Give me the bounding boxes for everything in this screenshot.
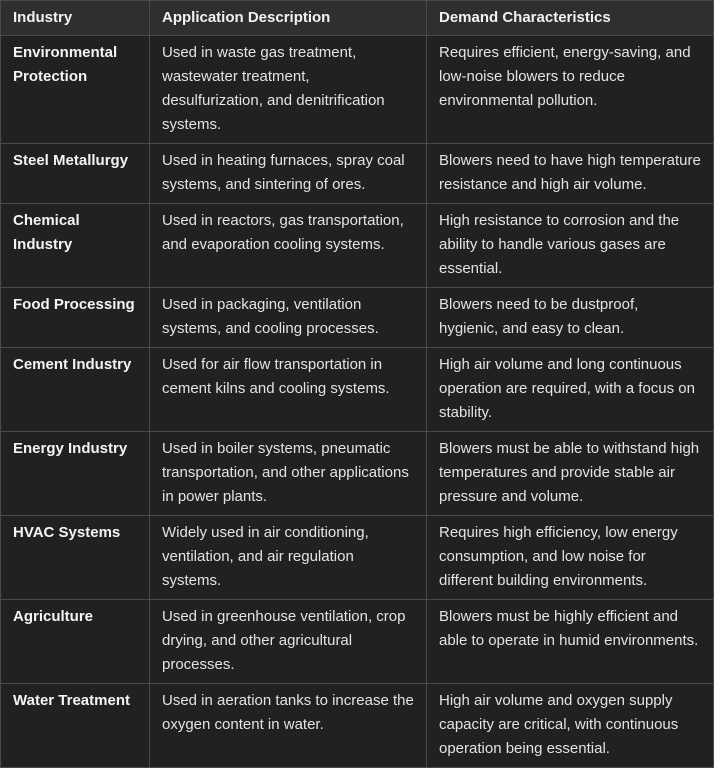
industry-cell: Agriculture: [1, 600, 150, 684]
demand-cell: Blowers must be highly efficient and able to operate in humid environments.: [427, 600, 714, 684]
demand-cell: Requires high efficiency, low energy consumption, and low noise for different building environments.: [427, 516, 714, 600]
industry-cell: Water Treatment: [1, 684, 150, 768]
table-row: [1, 204, 714, 288]
application-cell: Used in waste gas treatment, wastewater treatment, desulfurization, and denitrification systems.: [150, 36, 427, 144]
demand-cell: High resistance to corrosion and the ability to handle various gases are essential.: [427, 204, 714, 288]
application-cell: Used in boiler systems, pneumatic transportation, and other applications in power plants.: [150, 432, 427, 516]
application-cell: Used for air flow transportation in cement kilns and cooling systems.: [150, 348, 427, 432]
industry-cell: Environmental Protection: [1, 36, 150, 144]
application-cell: Used in aeration tanks to increase the oxygen content in water.: [150, 684, 427, 768]
table-row: [1, 600, 714, 684]
application-cell: Used in greenhouse ventilation, crop drying, and other agricultural processes.: [150, 600, 427, 684]
header-row: [1, 1, 714, 36]
demand-cell: Requires efficient, energy-saving, and low-noise blowers to reduce environmental pollution.: [427, 36, 714, 144]
table-row: [1, 432, 714, 516]
table-row: [1, 684, 714, 768]
table-row: [1, 348, 714, 432]
table-header: [1, 1, 714, 36]
demand-cell: High air volume and long continuous operation are required, with a focus on stability.: [427, 348, 714, 432]
table-row: [1, 144, 714, 204]
application-cell: Used in heating furnaces, spray coal systems, and sintering of ores.: [150, 144, 427, 204]
industry-cell: Energy Industry: [1, 432, 150, 516]
table-row: [1, 288, 714, 348]
table-body: [1, 36, 714, 768]
industry-cell: Cement Industry: [1, 348, 150, 432]
demand-cell: Blowers need to have high temperature resistance and high air volume.: [427, 144, 714, 204]
industry-cell: Food Processing: [1, 288, 150, 348]
demand-cell: High air volume and oxygen supply capacity are critical, with continuous operation being essential.: [427, 684, 714, 768]
header-application-description: Application Description: [150, 1, 427, 36]
industry-cell: Steel Metallurgy: [1, 144, 150, 204]
table-row: [1, 516, 714, 600]
demand-cell: Blowers must be able to withstand high temperatures and provide stable air pressure and volume.: [427, 432, 714, 516]
header-demand-characteristics: Demand Characteristics: [427, 1, 714, 36]
table-row: [1, 36, 714, 144]
header-industry: Industry: [1, 1, 150, 36]
demand-cell: Blowers need to be dustproof, hygienic, and easy to clean.: [427, 288, 714, 348]
application-cell: Used in packaging, ventilation systems, and cooling processes.: [150, 288, 427, 348]
application-cell: Used in reactors, gas transportation, and evaporation cooling systems.: [150, 204, 427, 288]
application-cell: Widely used in air conditioning, ventilation, and air regulation systems.: [150, 516, 427, 600]
industry-cell: HVAC Systems: [1, 516, 150, 600]
industry-cell: Chemical Industry: [1, 204, 150, 288]
